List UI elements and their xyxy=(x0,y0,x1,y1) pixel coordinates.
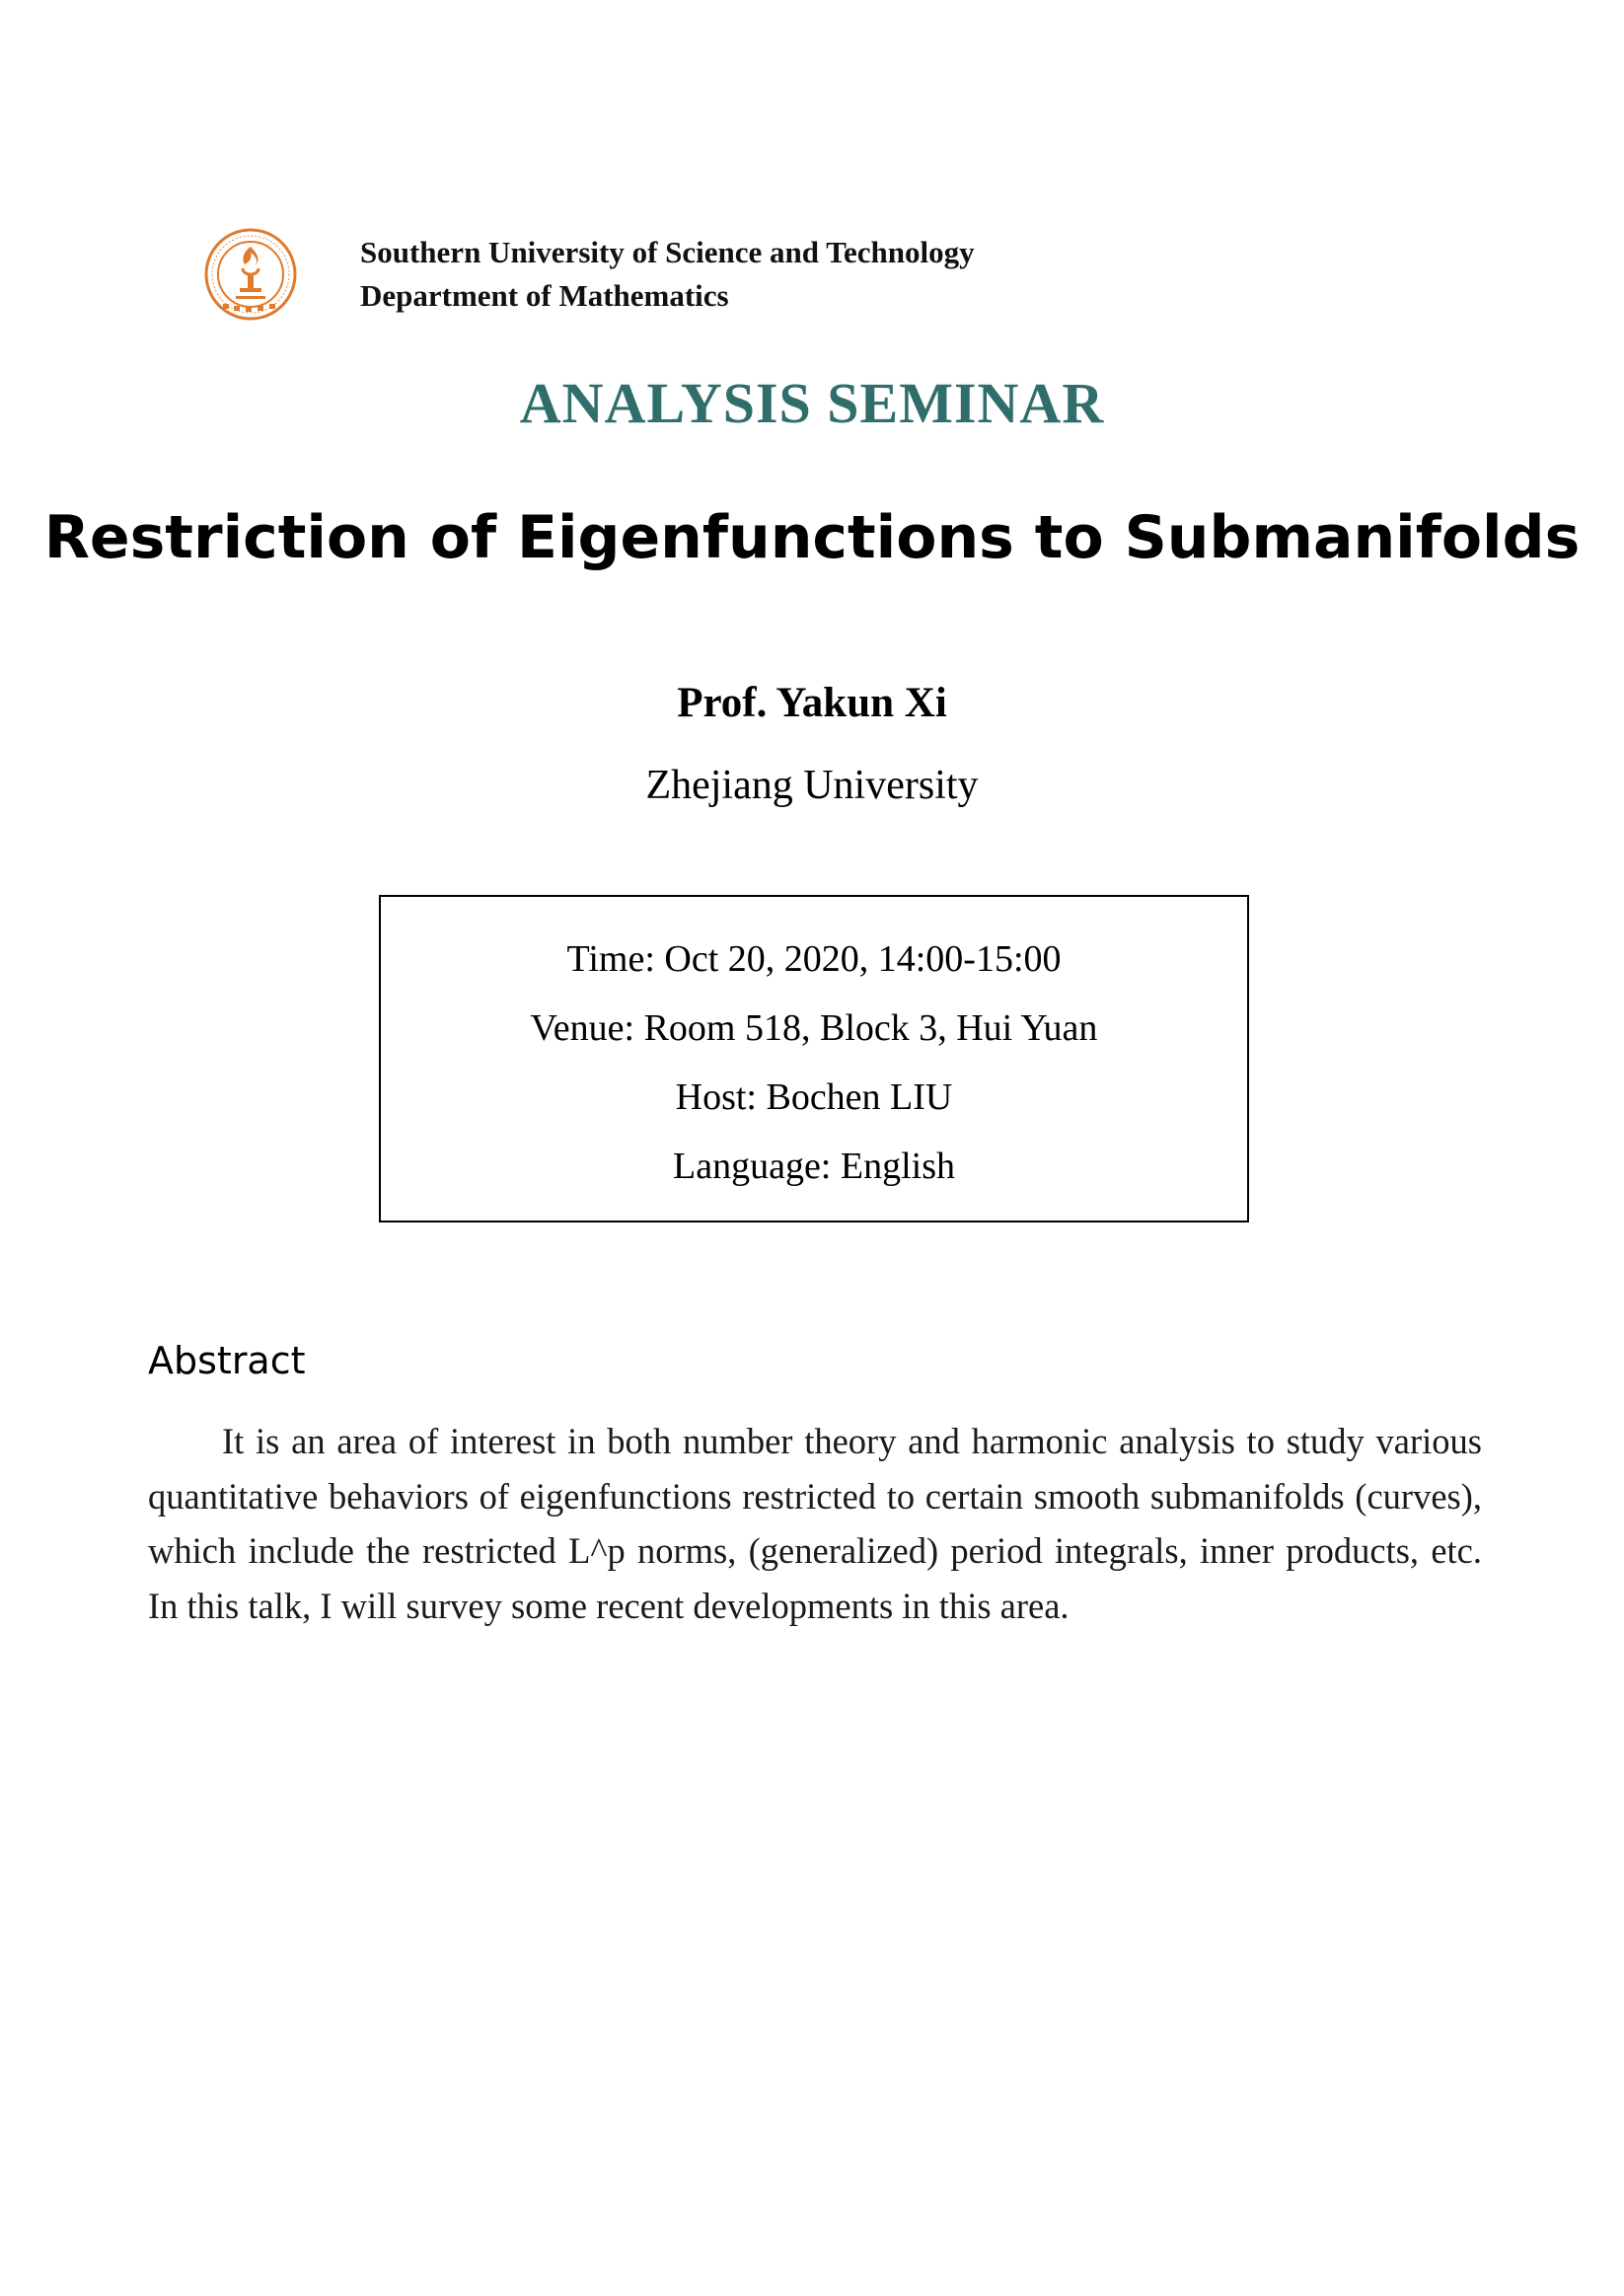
institution-name: Southern University of Science and Technology xyxy=(360,235,975,269)
event-time: Time: Oct 20, 2020, 14:00-15:00 xyxy=(566,938,1062,980)
abstract-heading: Abstract xyxy=(148,1339,306,1382)
event-details-box xyxy=(379,895,1249,1222)
event-venue: Venue: Room 518, Block 3, Hui Yuan xyxy=(530,1007,1098,1049)
university-seal-graphic xyxy=(203,227,298,322)
event-language: Language: English xyxy=(673,1146,955,1187)
university-seal-icon xyxy=(203,227,298,322)
institution-header xyxy=(360,231,975,318)
talk-title: Restriction of Eigenfunctions to Submanifolds xyxy=(43,503,1581,572)
speaker-affiliation: Zhejiang University xyxy=(645,763,979,808)
event-host: Host: Bochen LIU xyxy=(675,1076,953,1118)
speaker-name: Prof. Yakun Xi xyxy=(677,680,947,726)
department-name: Department of Mathematics xyxy=(360,278,729,313)
seminar-series-title: ANALYSIS SEMINAR xyxy=(519,371,1105,435)
abstract-text: It is an area of interest in both number theory and harmonic analysis to study various quantitative behaviors of eigenfunctions restricted to certain smooth submanifolds (curves), which include the restricted L^p norms, (generalized) period integrals, inner products, etc. In this talk, I will survey some recent developments in this area. xyxy=(148,1421,1482,1626)
